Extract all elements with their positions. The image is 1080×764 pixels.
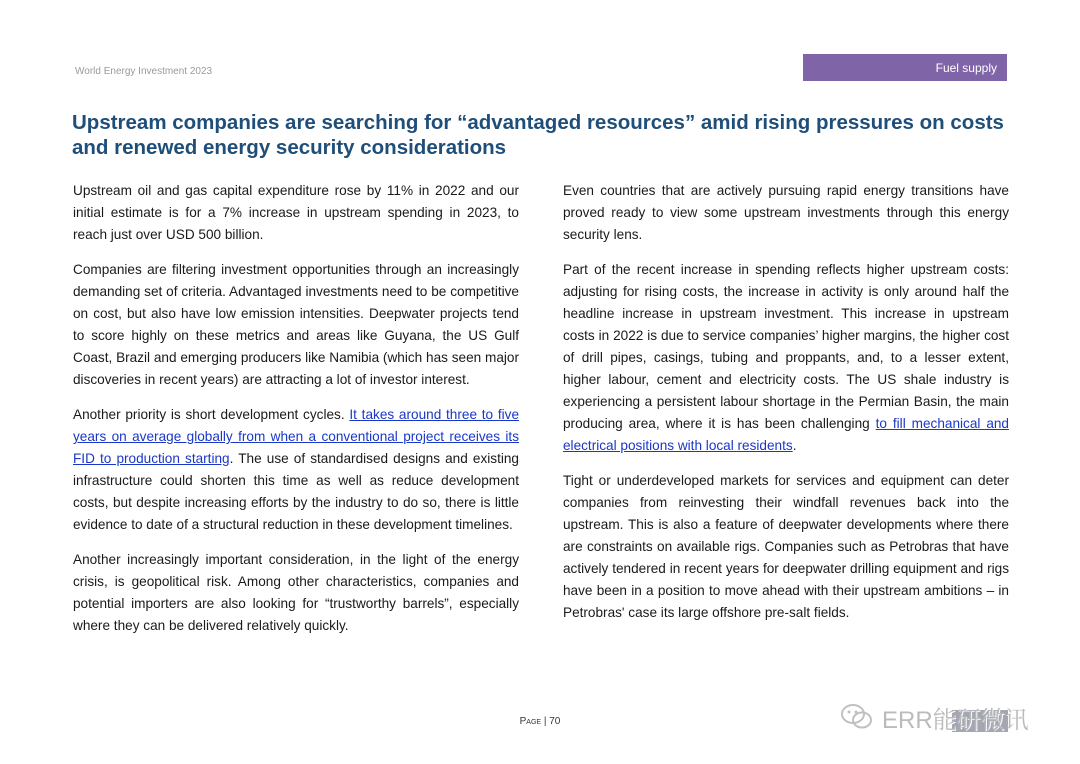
paragraph-text: . The use of standardised designs and existing infrastructure could shorten this time as well as reduce development costs, but despite increasing efforts by the industry to do so, there is little evidence to date of a structural reduction in these development timelines. xyxy=(73,451,519,532)
paragraph-text: . xyxy=(792,438,797,453)
paragraph: Upstream oil and gas capital expenditure rose by 11% in 2022 and our initial estimate is for a 7% increase in upstream spending in 2023, to reach just over USD 500 billion. xyxy=(73,183,519,242)
paragraph xyxy=(73,404,519,536)
paragraph-text: Another priority is short development cycles. xyxy=(73,407,350,422)
page-separator: | xyxy=(543,716,547,727)
paragraph-text: Part of the recent increase in spending reflects higher upstream costs: adjusting for rising costs, the increase in activity is only around half the headline increase in upstream investment. This increase in upstream costs in 2022 is due to service companies’ higher margins, the higher cost of drill pipes, casings, tubing and proppants, and, to a lesser extent, higher labour, cement and electricity costs. The US shale industry is experiencing a persistent labour shortage in the Permian Basin, the main producing area, where it is has been challenging xyxy=(563,262,1009,431)
watermark xyxy=(840,700,1029,734)
right-column xyxy=(563,180,1009,637)
local-residents-link[interactable]: to fill mechanical and electrical positions with local residents xyxy=(563,416,1009,453)
wechat-icon xyxy=(840,702,874,732)
page-label: Page xyxy=(519,716,542,727)
section-tag: Fuel supply xyxy=(803,54,1007,81)
development-cycles-link[interactable]: It takes around three to five years on average globally from when a conventional project receives its FID to production starting xyxy=(73,407,520,466)
paragraph: Another increasingly important consideration, in the light of the energy crisis, is geopolitical risk. Among other characteristics, companies and potential importers are also looking for “trustworthy barrels”, especially where they can be delivered relatively quickly. xyxy=(73,552,519,633)
paragraph: Tight or underdeveloped markets for services and equipment can deter companies from reinvesting their windfall revenues back into the upstream. This is also a feature of deepwater developments where there are constraints on available rigs. Companies such as Petrobras that have actively tendered in recent years for deepwater drilling equipment and rigs have been in a position to move ahead with their upstream ambitions – in Petrobras' case its large offshore pre-salt fields. xyxy=(563,473,1009,620)
watermark-text: ERR能研微讯 xyxy=(882,706,1029,734)
page-title: Upstream companies are searching for “advantaged resources” amid rising pressures on costs and renewed energy security considerations xyxy=(72,111,1004,159)
paragraph: Companies are filtering investment opportunities through an increasingly demanding set of criteria. Advantaged investments need to be competitive on cost, but also have low emission intensities. Deepwater projects tend to score highly on these metrics and areas like Guyana, the US Gulf Coast, Brazil and emerging producers like Namibia (which has seen major discoveries in recent years) are attracting a lot of investor interest. xyxy=(73,262,519,387)
publication-title: World Energy Investment 2023 xyxy=(75,66,213,77)
paragraph xyxy=(563,259,1009,457)
left-column xyxy=(73,180,519,650)
page-number: 70 xyxy=(549,716,561,727)
paragraph: Even countries that are actively pursuing rapid energy transitions have proved ready to view some upstream investments through this energy security lens. xyxy=(563,183,1009,242)
